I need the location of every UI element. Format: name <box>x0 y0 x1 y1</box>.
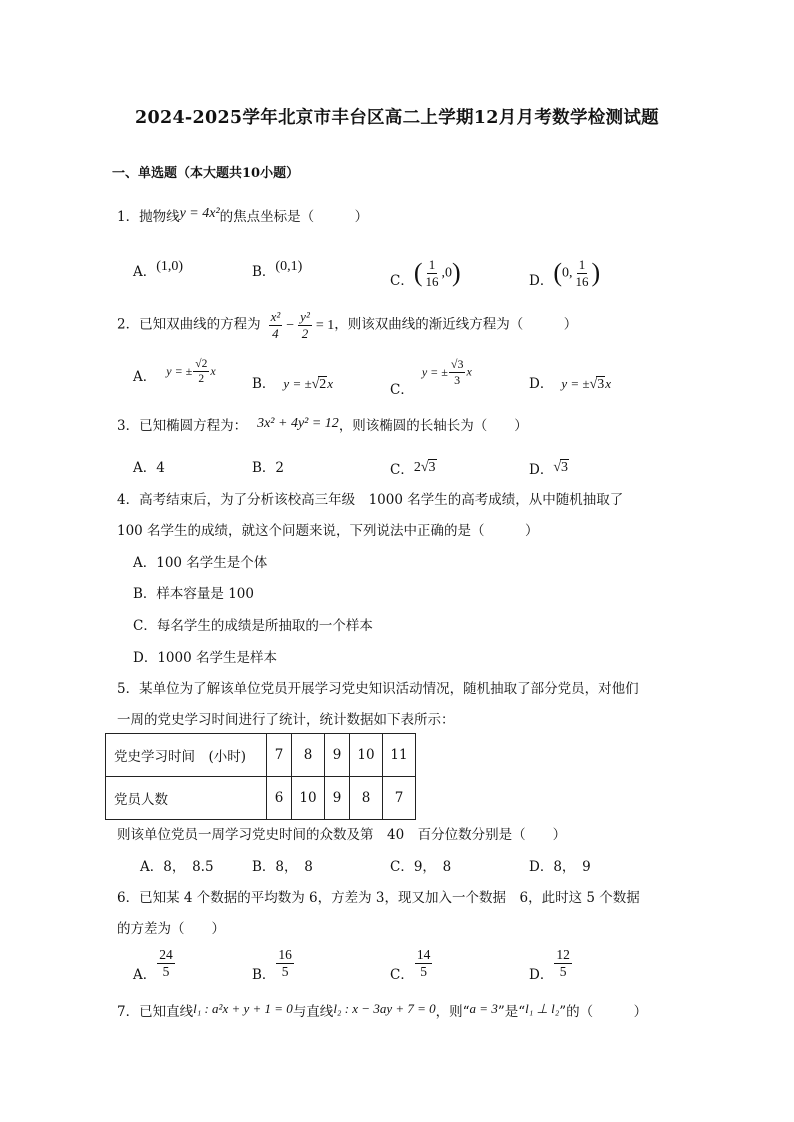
question-6-line-2: 的方差为（ ） <box>117 921 225 937</box>
q5-option-c: C．9， 8 <box>390 859 452 875</box>
q1-option-a: A．(1,0) <box>133 259 184 280</box>
q2-option-a: A． y = ± $\frac{√2}{2}$ x <box>133 358 216 386</box>
q3-option-b: B．2 <box>252 460 285 476</box>
q4-option-d: D．1000 名学生是样本 <box>133 650 277 666</box>
q1-option-c: C．( $\frac{1}{16}$ ,0) <box>390 257 461 289</box>
q3-option-a: A．4 <box>133 460 165 476</box>
table-cell: 8 <box>350 777 383 820</box>
q5-option-b: B．8， 8 <box>252 859 313 875</box>
q1-option-b: B．(0,1) <box>252 259 303 280</box>
question-5-line-1: 5．某单位为了解该单位党员开展学习党史知识活动情况，随机抽取了部分党员，对他们 <box>117 681 639 697</box>
q4-option-c: C．每名学生的成绩是所抽取的一个样本 <box>133 618 373 634</box>
q6-option-c: C． $\frac{14}{5}$ <box>390 947 431 984</box>
question-4-line-2: 100 名学生的成绩，就这个问题来说，下列说法中正确的是（ ） <box>117 523 539 539</box>
table-cell: 6 <box>267 777 292 820</box>
table-row-header: 党史学习时间 (小时) <box>106 734 267 777</box>
q1-option-d: D．(0, $\frac{1}{16}$ ) <box>529 257 601 289</box>
question-4-line-1: 4．高考结束后，为了分析该校高三年级 1000 名学生的高考成绩，从中随机抽取了 <box>117 492 624 508</box>
question-5-line-2: 一周的党史学习时间进行了统计，统计数据如下表所示： <box>117 712 455 728</box>
table-cell: 7 <box>267 734 292 777</box>
q2-option-b: B． y = ±√2x <box>252 376 334 392</box>
table-cell: 10 <box>350 734 383 777</box>
q4-option-b: B．样本容量是 100 <box>133 586 254 602</box>
q2-option-d: D． y = ±√3x <box>529 376 611 392</box>
question-1: 1．抛物线y = 4x²的焦点坐标是（ ） <box>117 206 369 225</box>
q6-option-a: A． $\frac{24}{5}$ <box>133 947 173 984</box>
q3-option-c: C．2√3 <box>390 460 436 478</box>
question-7: 7．已知直线l₁ : a²x + y + 1 = 0与直线l₂ : x − 3ay + 7 = 0，则“a = 3”是“l₁ ⊥ l₂”的（ ） <box>117 1001 648 1020</box>
table-cell: 9 <box>325 777 350 820</box>
question-6-line-1: 6．已知某 4 个数据的平均数为 6，方差为 3，现又加入一个数据 6，此时这 5 个数据 <box>117 890 640 906</box>
q6-option-b: B． $\frac{16}{5}$ <box>252 947 292 984</box>
study-time-table <box>105 733 416 820</box>
q6-option-d: D． $\frac{12}{5}$ <box>529 947 570 984</box>
question-2: 2．已知双曲线的方程为 $\frac{\text{x²}}{4}$ − $\frac{\text{y²}}{2}$ = 1，则该双曲线的渐近线方程为（ ） <box>117 309 578 341</box>
table-cell: 9 <box>325 734 350 777</box>
q5-option-d: D．8， 9 <box>529 859 591 875</box>
question-5-line-3: 则该单位党员一周学习党史时间的众数及第 40 百分位数分别是（ ） <box>117 827 567 843</box>
table-row <box>106 734 416 777</box>
table-cell: 11 <box>383 734 416 777</box>
q2-option-c: C．y = ± $\frac{√3}{3}$ x <box>390 357 472 398</box>
table-row <box>106 777 416 820</box>
table-cell: 10 <box>292 777 325 820</box>
table-cell: 8 <box>292 734 325 777</box>
table-row-header: 党员人数 <box>106 777 267 820</box>
section-heading: 一、单选题（本大题共10小题） <box>112 166 300 181</box>
q3-option-d: D．√3 <box>529 460 569 478</box>
table-cell: 7 <box>383 777 416 820</box>
q5-option-a: A．8， 8.5 <box>140 859 214 875</box>
q4-option-a: A．100 名学生是个体 <box>133 555 268 571</box>
page-title: 2024-2025学年北京市丰台区高二上学期12月月考数学检测试题 <box>135 108 659 128</box>
question-3: 3．已知椭圆方程为： 3x² + 4y² = 12，则该椭圆的长轴长为（ ） <box>117 416 528 434</box>
